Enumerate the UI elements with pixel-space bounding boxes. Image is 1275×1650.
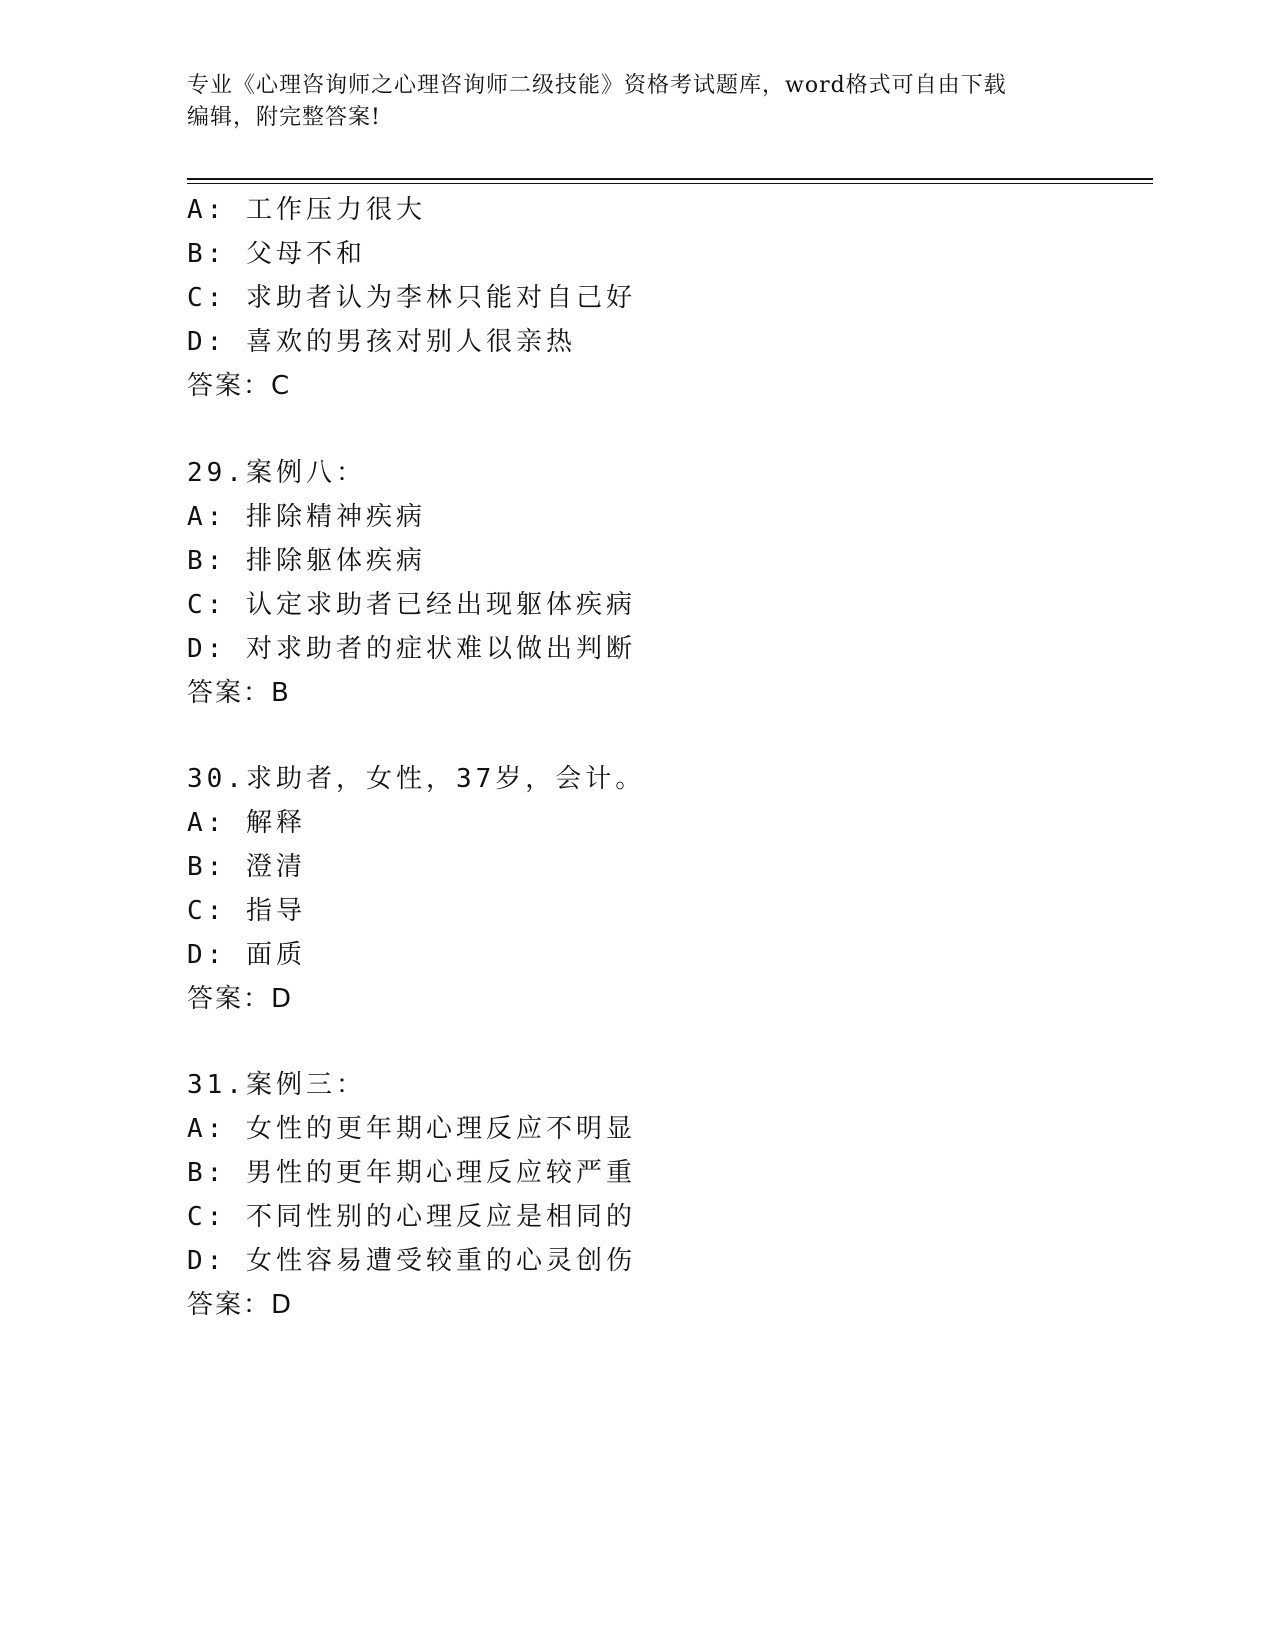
q30-answer: 答案：D xyxy=(187,984,294,1014)
document-header xyxy=(187,70,1087,134)
q28-option-a: A: 工作压力很大 xyxy=(187,195,426,225)
q31-option-b: B: 男性的更年期心理反应较严重 xyxy=(187,1158,636,1188)
q29-option-b: B: 排除躯体疾病 xyxy=(187,546,426,576)
q28-option-c: C: 求助者认为李林只能对自己好 xyxy=(187,283,636,313)
q29-answer: 答案：B xyxy=(187,678,291,708)
header-title-line-2: 编辑，附完整答案! xyxy=(187,105,381,130)
q30-option-b: B: 澄清 xyxy=(187,852,306,882)
q29-option-c: C: 认定求助者已经出现躯体疾病 xyxy=(187,590,636,620)
q28-option-d: D: 喜欢的男孩对别人很亲热 xyxy=(187,327,576,357)
q31-option-a: A: 女性的更年期心理反应不明显 xyxy=(187,1114,636,1144)
q30-option-a: A: 解释 xyxy=(187,808,306,838)
header-divider-thin xyxy=(187,183,1153,184)
q29-option-a: A: 排除精神疾病 xyxy=(187,502,426,532)
q31-option-c: C: 不同性别的心理反应是相同的 xyxy=(187,1202,636,1232)
q28-answer: 答案：C xyxy=(187,371,292,401)
q29-option-d: D: 对求助者的症状难以做出判断 xyxy=(187,634,636,664)
q29-question: 29.案例八： xyxy=(187,458,366,488)
q31-answer: 答案：D xyxy=(187,1290,294,1320)
q30-option-d: D: 面质 xyxy=(187,940,306,970)
q31-question: 31.案例三： xyxy=(187,1070,366,1100)
q31-option-d: D: 女性容易遭受较重的心灵创伤 xyxy=(187,1246,636,1276)
header-divider xyxy=(187,178,1153,180)
q30-question: 30.求助者，女性，37岁，会计。 xyxy=(187,764,646,794)
q28-option-b: B: 父母不和 xyxy=(187,239,366,269)
q30-option-c: C: 指导 xyxy=(187,896,306,926)
header-title-line-1: 专业《心理咨询师之心理咨询师二级技能》资格考试题库，word格式可自由下载 xyxy=(187,73,1007,98)
